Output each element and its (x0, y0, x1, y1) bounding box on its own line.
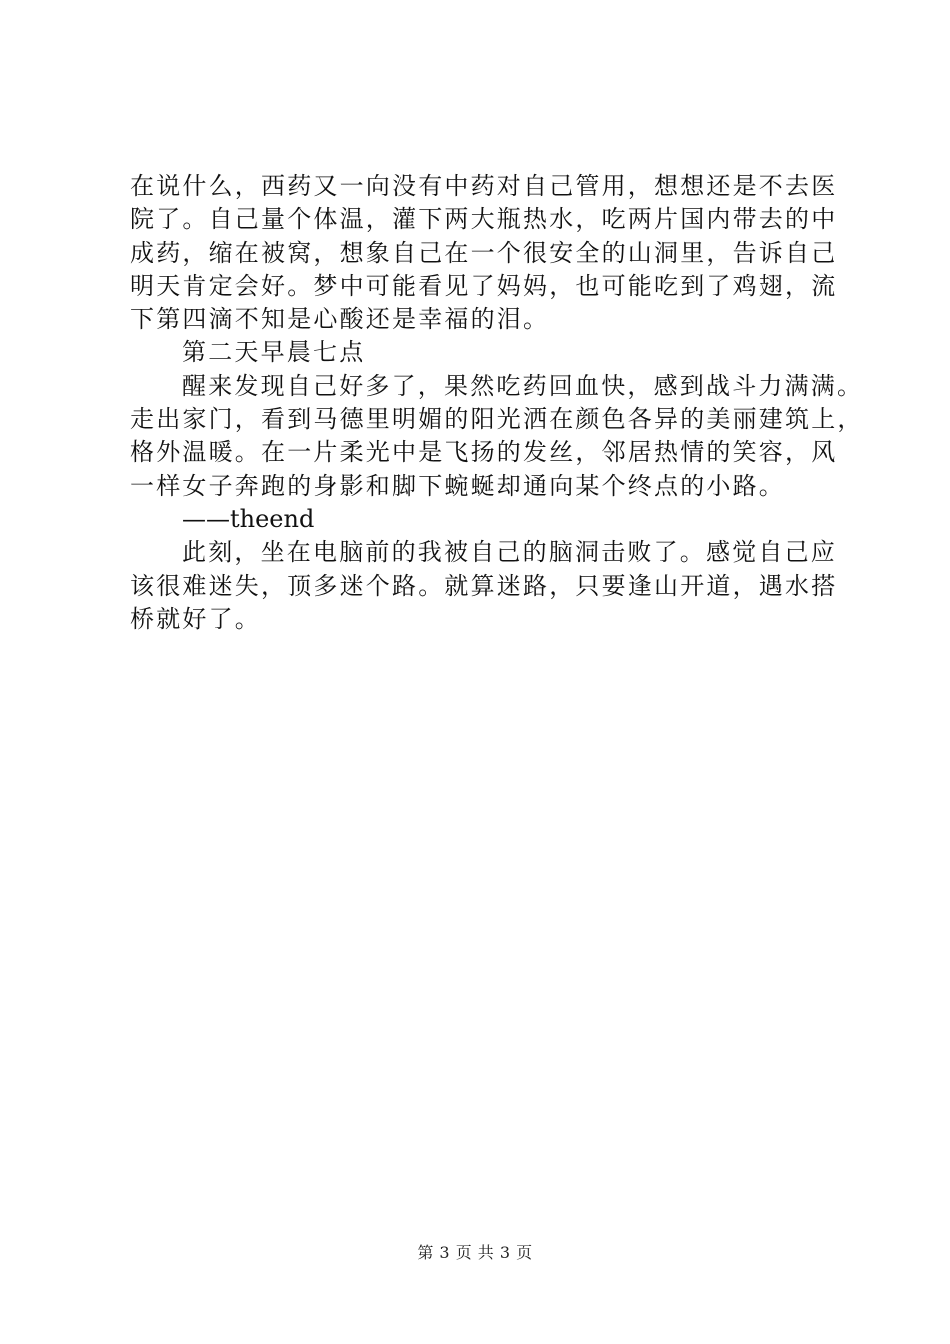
paragraph-first-line: 醒来发现自己好多了，果然吃药回血快，感到战斗力满满。 (182, 371, 864, 400)
page-footer: 第 3 页 共 3 页 (417, 1243, 533, 1262)
section-heading: 第二天早晨七点 (182, 338, 366, 367)
text-line: 在说什么，西药又一向没有中药对自己管用，想想还是不去医 (130, 172, 838, 200)
text-line: 明天肯定会好。梦中可能看见了妈妈，也可能吃到了鸡翅，流 (130, 271, 838, 300)
text-line: 院了。自己量个体温，灌下两大瓶热水，吃两片国内带去的中 (130, 205, 838, 234)
paragraph-first-line: 此刻，坐在电脑前的我被自己的脑洞击败了。感觉自己应 (182, 538, 837, 567)
text-line: 一样女子奔跑的身影和脚下蜿蜒却通向某个终点的小路。 (130, 471, 785, 500)
text-line: 走出家门，看到马德里明媚的阳光洒在颜色各异的美丽建筑上， (130, 405, 864, 434)
text-line: 该很难迷失，顶多迷个路。就算迷路，只要逢山开道，遇水搭 (130, 571, 838, 600)
text-line: 桥就好了。 (130, 604, 261, 633)
text-line: 格外温暖。在一片柔光中是飞扬的发丝，邻居热情的笑容，风 (130, 438, 838, 467)
the-end-line: ——theend (182, 504, 315, 533)
document-body (130, 170, 864, 636)
text-line: 下第四滴不知是心酸还是幸福的泪。 (130, 305, 550, 334)
text-line: 成药，缩在被窝，想象自己在一个很安全的山洞里，告诉自己 (130, 238, 838, 267)
